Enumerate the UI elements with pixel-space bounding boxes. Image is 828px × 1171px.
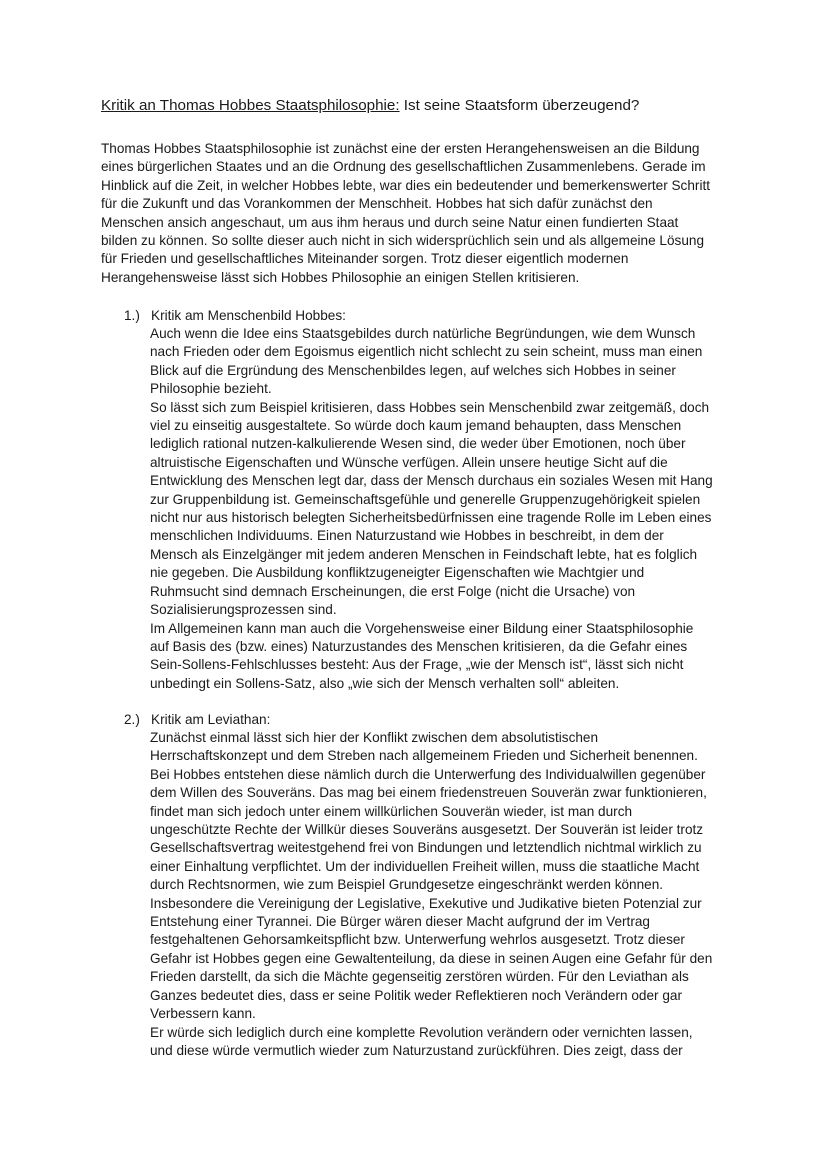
text-line: für Frieden und gesellschaftliches Miteinander sorgen. Trotz dieser eigentlich modernen	[101, 251, 629, 267]
text-line: und diese würde vermutlich wieder zum Naturzustand zurückführen. Dies zeigt, dass der	[150, 1042, 683, 1058]
text-line: Verbessern kann.	[150, 1006, 256, 1022]
text-line: Entstehung einer Tyrannei. Die Bürger wären dieser Macht aufgrund der im Vertrag	[150, 914, 650, 930]
text-line: eines bürgerlichen Staates und an die Ordnung des gesellschaftlichen Zusammenlebens. Gerade im	[101, 159, 706, 175]
text-line: Philosophie bezieht.	[150, 381, 272, 397]
list-number: 1.)	[124, 308, 140, 323]
intro-paragraph	[101, 140, 710, 287]
list-heading-text: Kritik am Leviathan:	[151, 712, 271, 727]
text-line: Gesellschaftsvertrag weitestgehend frei von Bindungen und letztendlich nichtmal wirklich zu	[150, 840, 702, 856]
text-line: Bei Hobbes entstehen diese nämlich durch die Unterwerfung des Individualwillen gegenüber	[150, 766, 706, 782]
text-line: menschlichen Individuums. Einen Naturzustand wie Hobbes in beschreibt, in dem der	[150, 528, 664, 544]
text-line: dem Willen des Souveräns. Das mag bei einem friedenstreuen Souverän zwar funktionieren,	[150, 785, 707, 801]
text-line: Thomas Hobbes Staatsphilosophie ist zunächst eine der ersten Herangehensweisen an die Bildung	[101, 141, 700, 156]
text-line: Insbesondere die Vereinigung der Legislative, Exekutive und Judikative bieten Potenzial zur	[150, 895, 702, 911]
text-line: festgehaltenen Gehorsamkeitspflicht bzw. Unterwerfung wehrlos ausgesetzt. Trotz dieser	[150, 932, 685, 948]
list-item-1-heading	[124, 307, 346, 325]
text-line: Hinblick auf die Zeit, in welcher Hobbes lebte, war dies ein bedeutender und bemerkenswerter Schritt	[101, 177, 711, 193]
text-line: Frieden darstellt, da sich die Mächte gegenseitig zerstören würden. Für den Leviathan als	[150, 969, 689, 985]
text-line: nicht nur aus historisch belegten Sicherheitsbedürfnissen eine tragende Rolle im Leben eines	[150, 510, 712, 526]
text-line: auf Basis des (bzw. eines) Naturzustandes des Menschen kritisieren, da die Gefahr eines	[150, 638, 688, 654]
list-item-2-body	[150, 729, 712, 1060]
text-line: Herangehensweise lässt sich Hobbes Philosophie an einigen Stellen kritisieren.	[101, 269, 580, 285]
text-line: findet man sich jedoch unter einem willkürlichen Souverän wieder, ist man durch	[150, 803, 633, 819]
text-line: Er würde sich lediglich durch eine komplette Revolution verändern oder vernichten lassen,	[150, 1024, 693, 1040]
text-line: Ruhmsucht sind demnach Erscheinungen, die erst Folge (nicht die Ursache) von	[150, 583, 636, 599]
text-line: zur Gruppenbildung ist. Gemeinschaftsgefühle und generelle Gruppenzugehörigkeit spielen	[150, 491, 701, 507]
text-line: durch Rechtsnormen, wie zum Beispiel Grundgesetze eingeschränkt werden können.	[150, 877, 664, 893]
title-rest: Ist seine Staatsform überzeugend?	[399, 97, 640, 114]
text-line: Sein-Sollens-Fehlschlusses besteht: Aus der Frage, „wie der Mensch ist“, lässt sich nicht	[150, 657, 684, 673]
text-line: nie gegeben. Die Ausbildung konfliktzugeneigter Eigenschaften wie Machtgier und	[150, 565, 645, 581]
text-line: Ganzes bedeutet dies, dass er seine Politik weder Reflektieren noch Verändern oder gar	[150, 987, 682, 1003]
text-line: nach Frieden oder dem Egoismus eigentlich nicht schlecht zu sein scheint, muss man einen	[150, 344, 703, 360]
text-line: lediglich rational nutzen-kalkulierende Wesen sind, die weder über Emotionen, noch über	[150, 436, 686, 452]
text-line: Im Allgemeinen kann man auch die Vorgehensweise einer Bildung einer Staatsphilosophie	[150, 620, 694, 636]
text-line: viel zu einseitig ausgestaltete. So würde doch kaum jemand behaupten, dass Menschen	[150, 418, 682, 434]
title-underlined: Kritik an Thomas Hobbes Staatsphilosophie:	[101, 97, 400, 114]
document-title	[101, 96, 761, 116]
text-line: Gefahr ist Hobbes gegen eine Gewaltenteilung, da diese in seinen Augen eine Gefahr für den	[150, 950, 713, 966]
text-line: Entwicklung des Menschen legt dar, dass der Mensch durchaus ein soziales Wesen mit Hang	[150, 473, 713, 489]
text-line: Mensch als Einzelgänger mit jedem anderen Menschen in Feindschaft lebte, hat es folglich	[150, 546, 698, 562]
text-line: bilden zu können. So sollte dieser auch nicht in sich widersprüchlich sein und als allgemeine Lösung	[101, 233, 705, 249]
text-line: für die Zukunft und das Vorankommen der Menschheit. Hobbes hat sich dafür zunächst den	[101, 196, 653, 212]
text-line: Herrschaftskonzept und dem Streben nach allgemeinem Frieden und Sicherheit benennen.	[150, 748, 698, 764]
text-line: Blick auf die Ergründung des Menschenbildes legen, auf welches sich Hobbes in seiner	[150, 362, 676, 378]
list-item-1-body	[150, 325, 713, 693]
text-line: einer Einhaltung verpflichtet. Um der individuellen Freiheit willen, muss die staatliche Macht	[150, 858, 700, 874]
list-number: 2.)	[124, 712, 140, 727]
list-item-2-heading	[124, 711, 270, 729]
text-line: So lässt sich zum Beispiel kritisieren, dass Hobbes sein Menschenbild zwar zeitgemäß, doch	[150, 399, 710, 415]
text-line: Sozialisierungsprozessen sind.	[150, 602, 337, 618]
text-line: Menschen ansich angeschaut, um aus ihm heraus und durch seine Natur einen fundierten Staat	[101, 214, 679, 230]
text-line: unbedingt ein Sollens-Satz, also „wie sich der Mensch verhalten soll“ ableiten.	[150, 675, 620, 691]
text-line: Zunächst einmal lässt sich hier der Konflikt zwischen dem absolutistischen	[150, 730, 599, 745]
text-line: ungeschützte Rechte der Willkür dieses Souveräns ausgesetzt. Der Souverän ist leider trotz	[150, 822, 704, 838]
text-line: altruistische Eigenschaften und Wünsche verfügen. Allein unsere heutige Sicht auf die	[150, 454, 668, 470]
list-heading-text: Kritik am Menschenbild Hobbes:	[151, 308, 346, 323]
text-line: Auch wenn die Idee eins Staatsgebildes durch natürliche Begründungen, wie dem Wunsch	[150, 326, 696, 341]
